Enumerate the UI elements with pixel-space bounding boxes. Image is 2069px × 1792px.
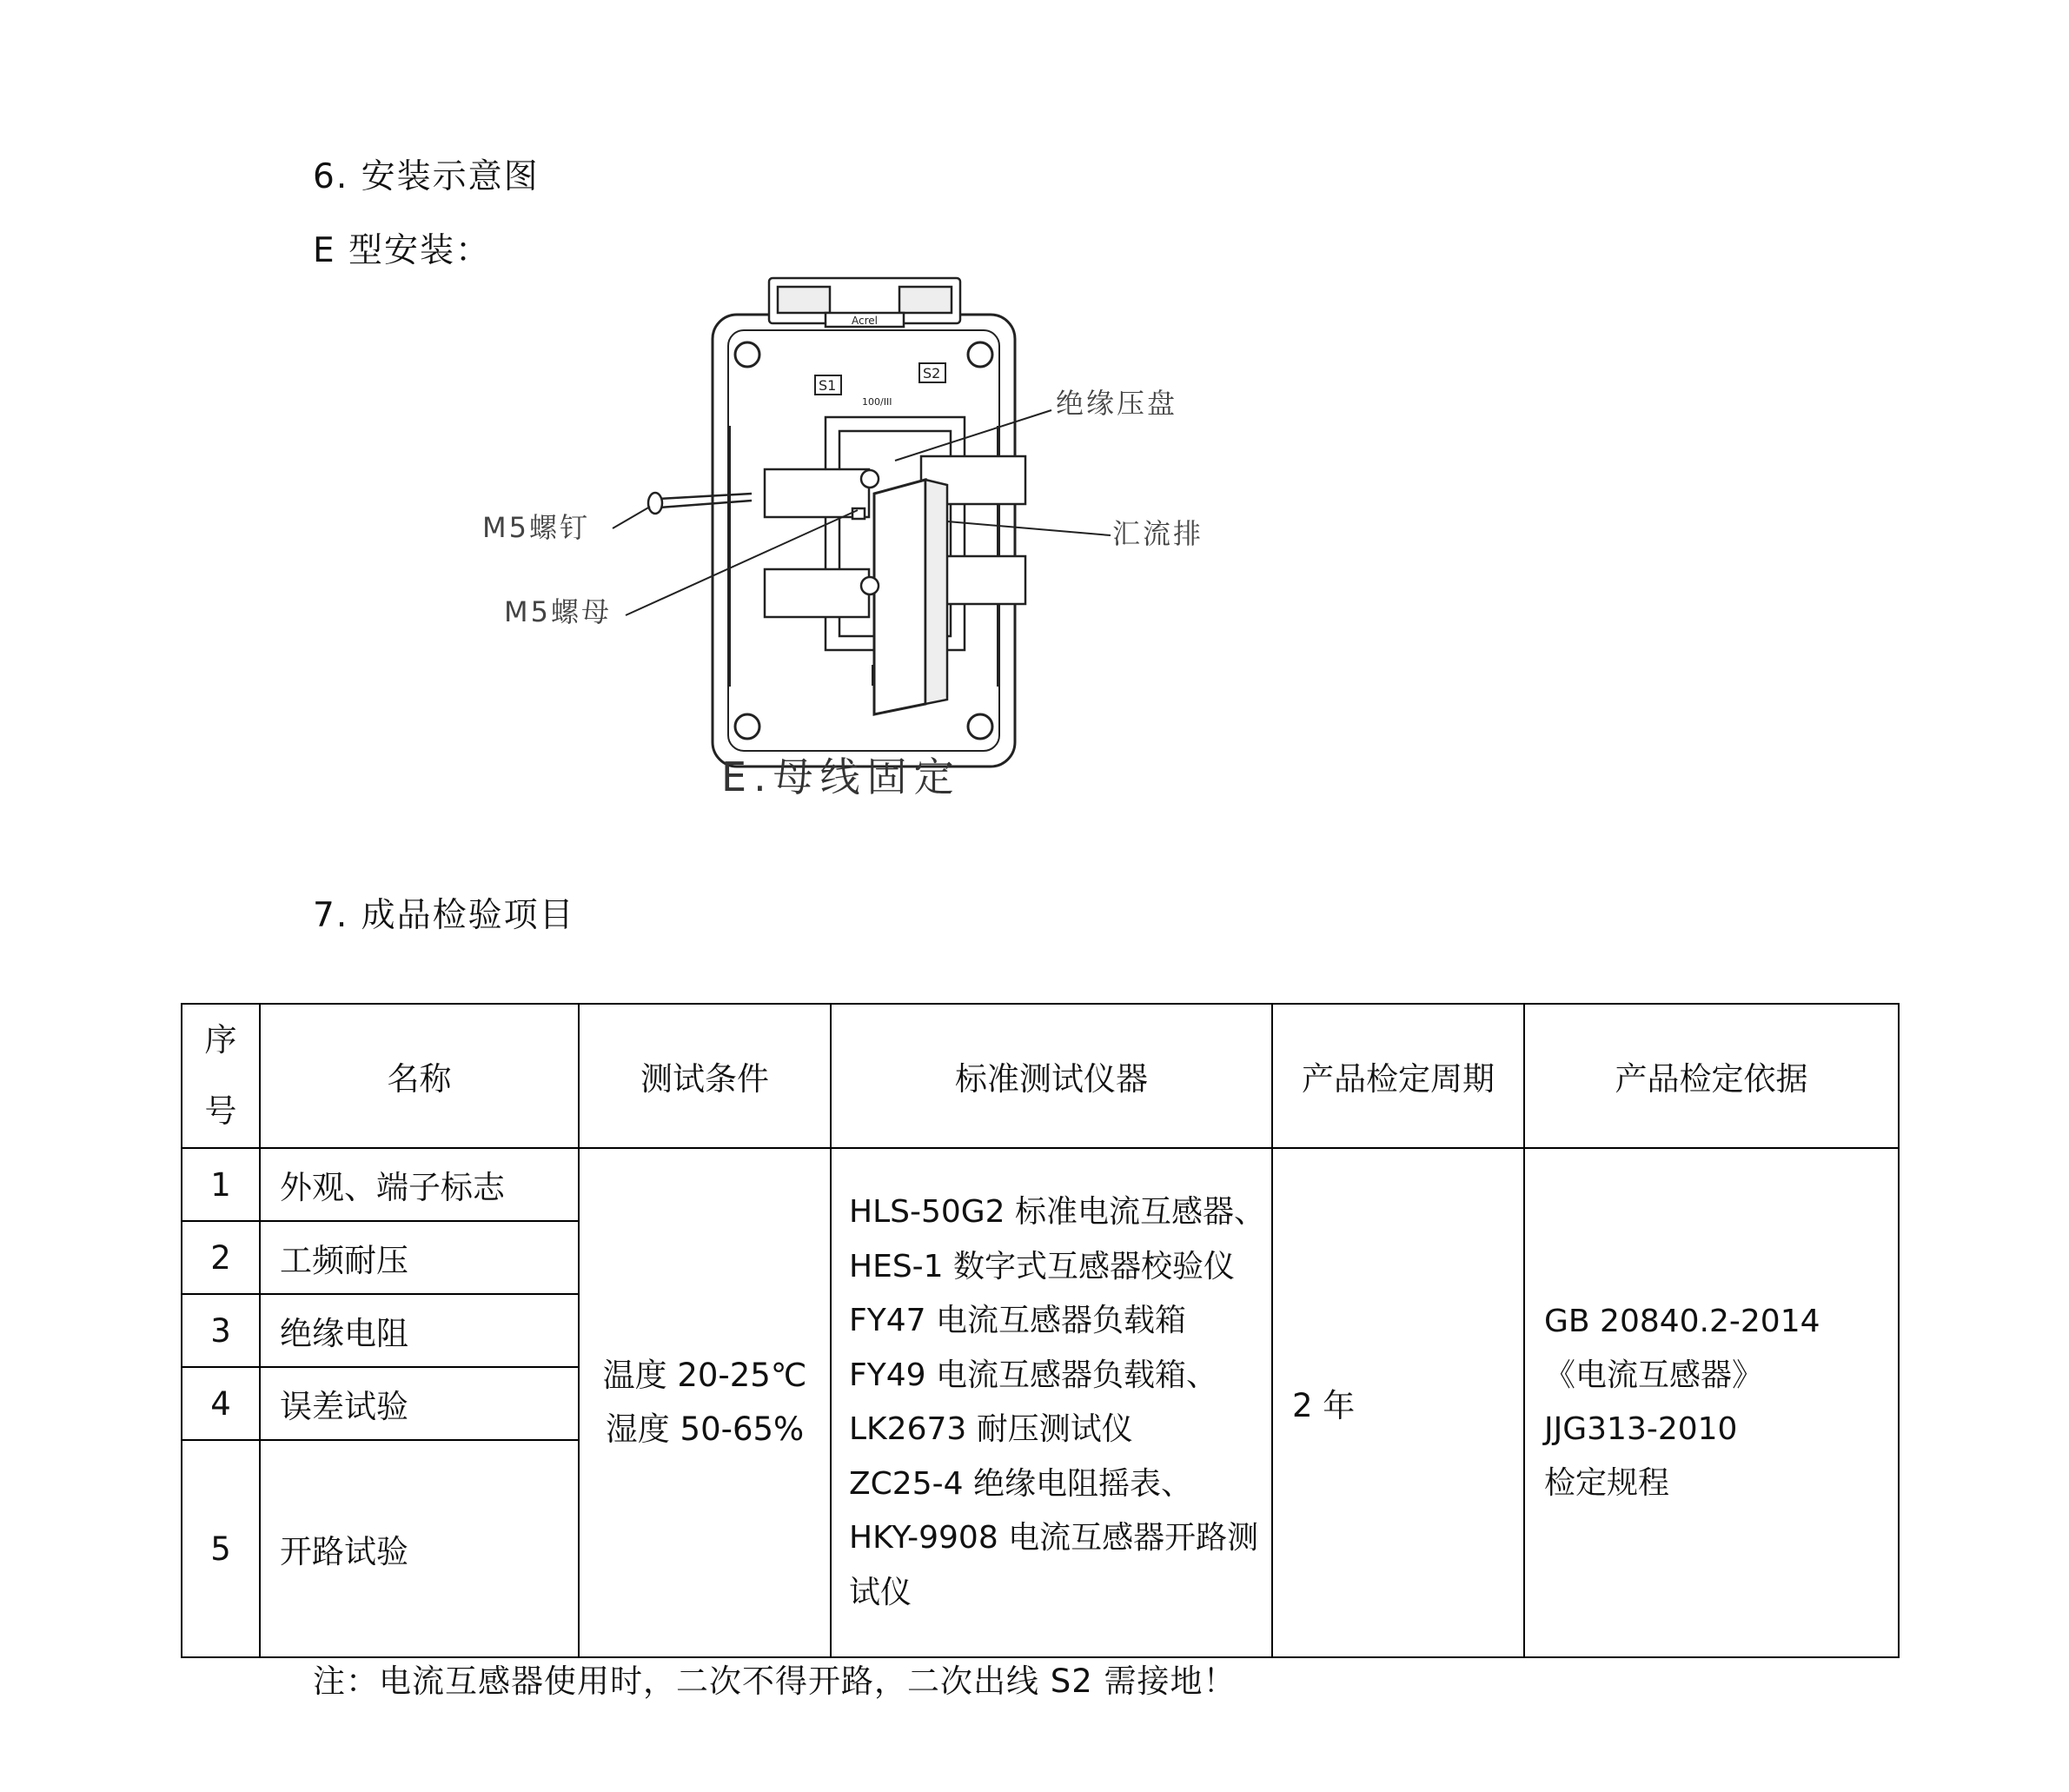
header-period: 产品检定周期 <box>1272 1004 1524 1148</box>
header-name: 名称 <box>260 1004 579 1148</box>
row-name: 误差试验 <box>260 1367 579 1440</box>
inspection-basis: GB 20840.2-2014 《电流互感器》 JJG313-2010 检定规程 <box>1524 1148 1899 1657</box>
test-instruments: HLS-50G2 标准电流互感器、 HES-1 数字式互感器校验仪 FY47 电流互感器负载箱 FY49 电流互感器负载箱、 LK2673 耐压测试仪 ZC25-4 绝缘电阻摇表、 HKY-9908 电流互感器开路测 试仪 <box>831 1148 1272 1657</box>
e-type-subtitle: E 型安装： <box>313 231 492 270</box>
row-name: 绝缘电阻 <box>260 1294 579 1367</box>
inspection-table <box>181 1003 1900 1658</box>
row-number: 1 <box>182 1148 260 1221</box>
row-number: 2 <box>182 1221 260 1294</box>
rating-mark: 100/III <box>862 396 892 408</box>
inspection-period: 2 年 <box>1272 1148 1524 1657</box>
figure-caption: E.母线固定 <box>721 753 961 800</box>
busbar-front-face <box>925 480 947 704</box>
usage-note: 注：电流互感器使用时，二次不得开路，二次出线 S2 需接地！ <box>313 1663 1237 1700</box>
test-condition: 温度 20-25℃ 湿度 50-65% <box>579 1148 831 1657</box>
busbar <box>874 480 925 714</box>
row-number: 3 <box>182 1294 260 1367</box>
terminal-block <box>769 278 960 327</box>
row-name: 外观、端子标志 <box>260 1148 579 1221</box>
label-m5-screw: M5螺钉 <box>482 511 590 544</box>
row-name: 工频耐压 <box>260 1221 579 1294</box>
installation-diagram <box>452 261 1321 808</box>
section-6-title: 6. 安装示意图 <box>313 157 540 196</box>
table-row <box>182 1148 1899 1221</box>
header-seq: 序 号 <box>182 1004 260 1148</box>
row-number: 5 <box>182 1440 260 1657</box>
section-7-title: 7. 成品检验项目 <box>313 896 575 935</box>
label-insulation-plate: 绝缘压盘 <box>1056 387 1178 420</box>
row-name: 开路试验 <box>260 1440 579 1657</box>
table-header-row <box>182 1004 1899 1148</box>
header-instrument: 标准测试仪器 <box>831 1004 1272 1148</box>
brand-mark: Acrel <box>852 315 878 327</box>
label-m5-nut: M5螺母 <box>504 595 612 628</box>
s1-mark: S1 <box>819 377 837 394</box>
header-basis: 产品检定依据 <box>1524 1004 1899 1148</box>
header-condition: 测试条件 <box>579 1004 831 1148</box>
s2-mark: S2 <box>923 365 941 382</box>
label-busbar: 汇流排 <box>1112 517 1204 550</box>
row-number: 4 <box>182 1367 260 1440</box>
